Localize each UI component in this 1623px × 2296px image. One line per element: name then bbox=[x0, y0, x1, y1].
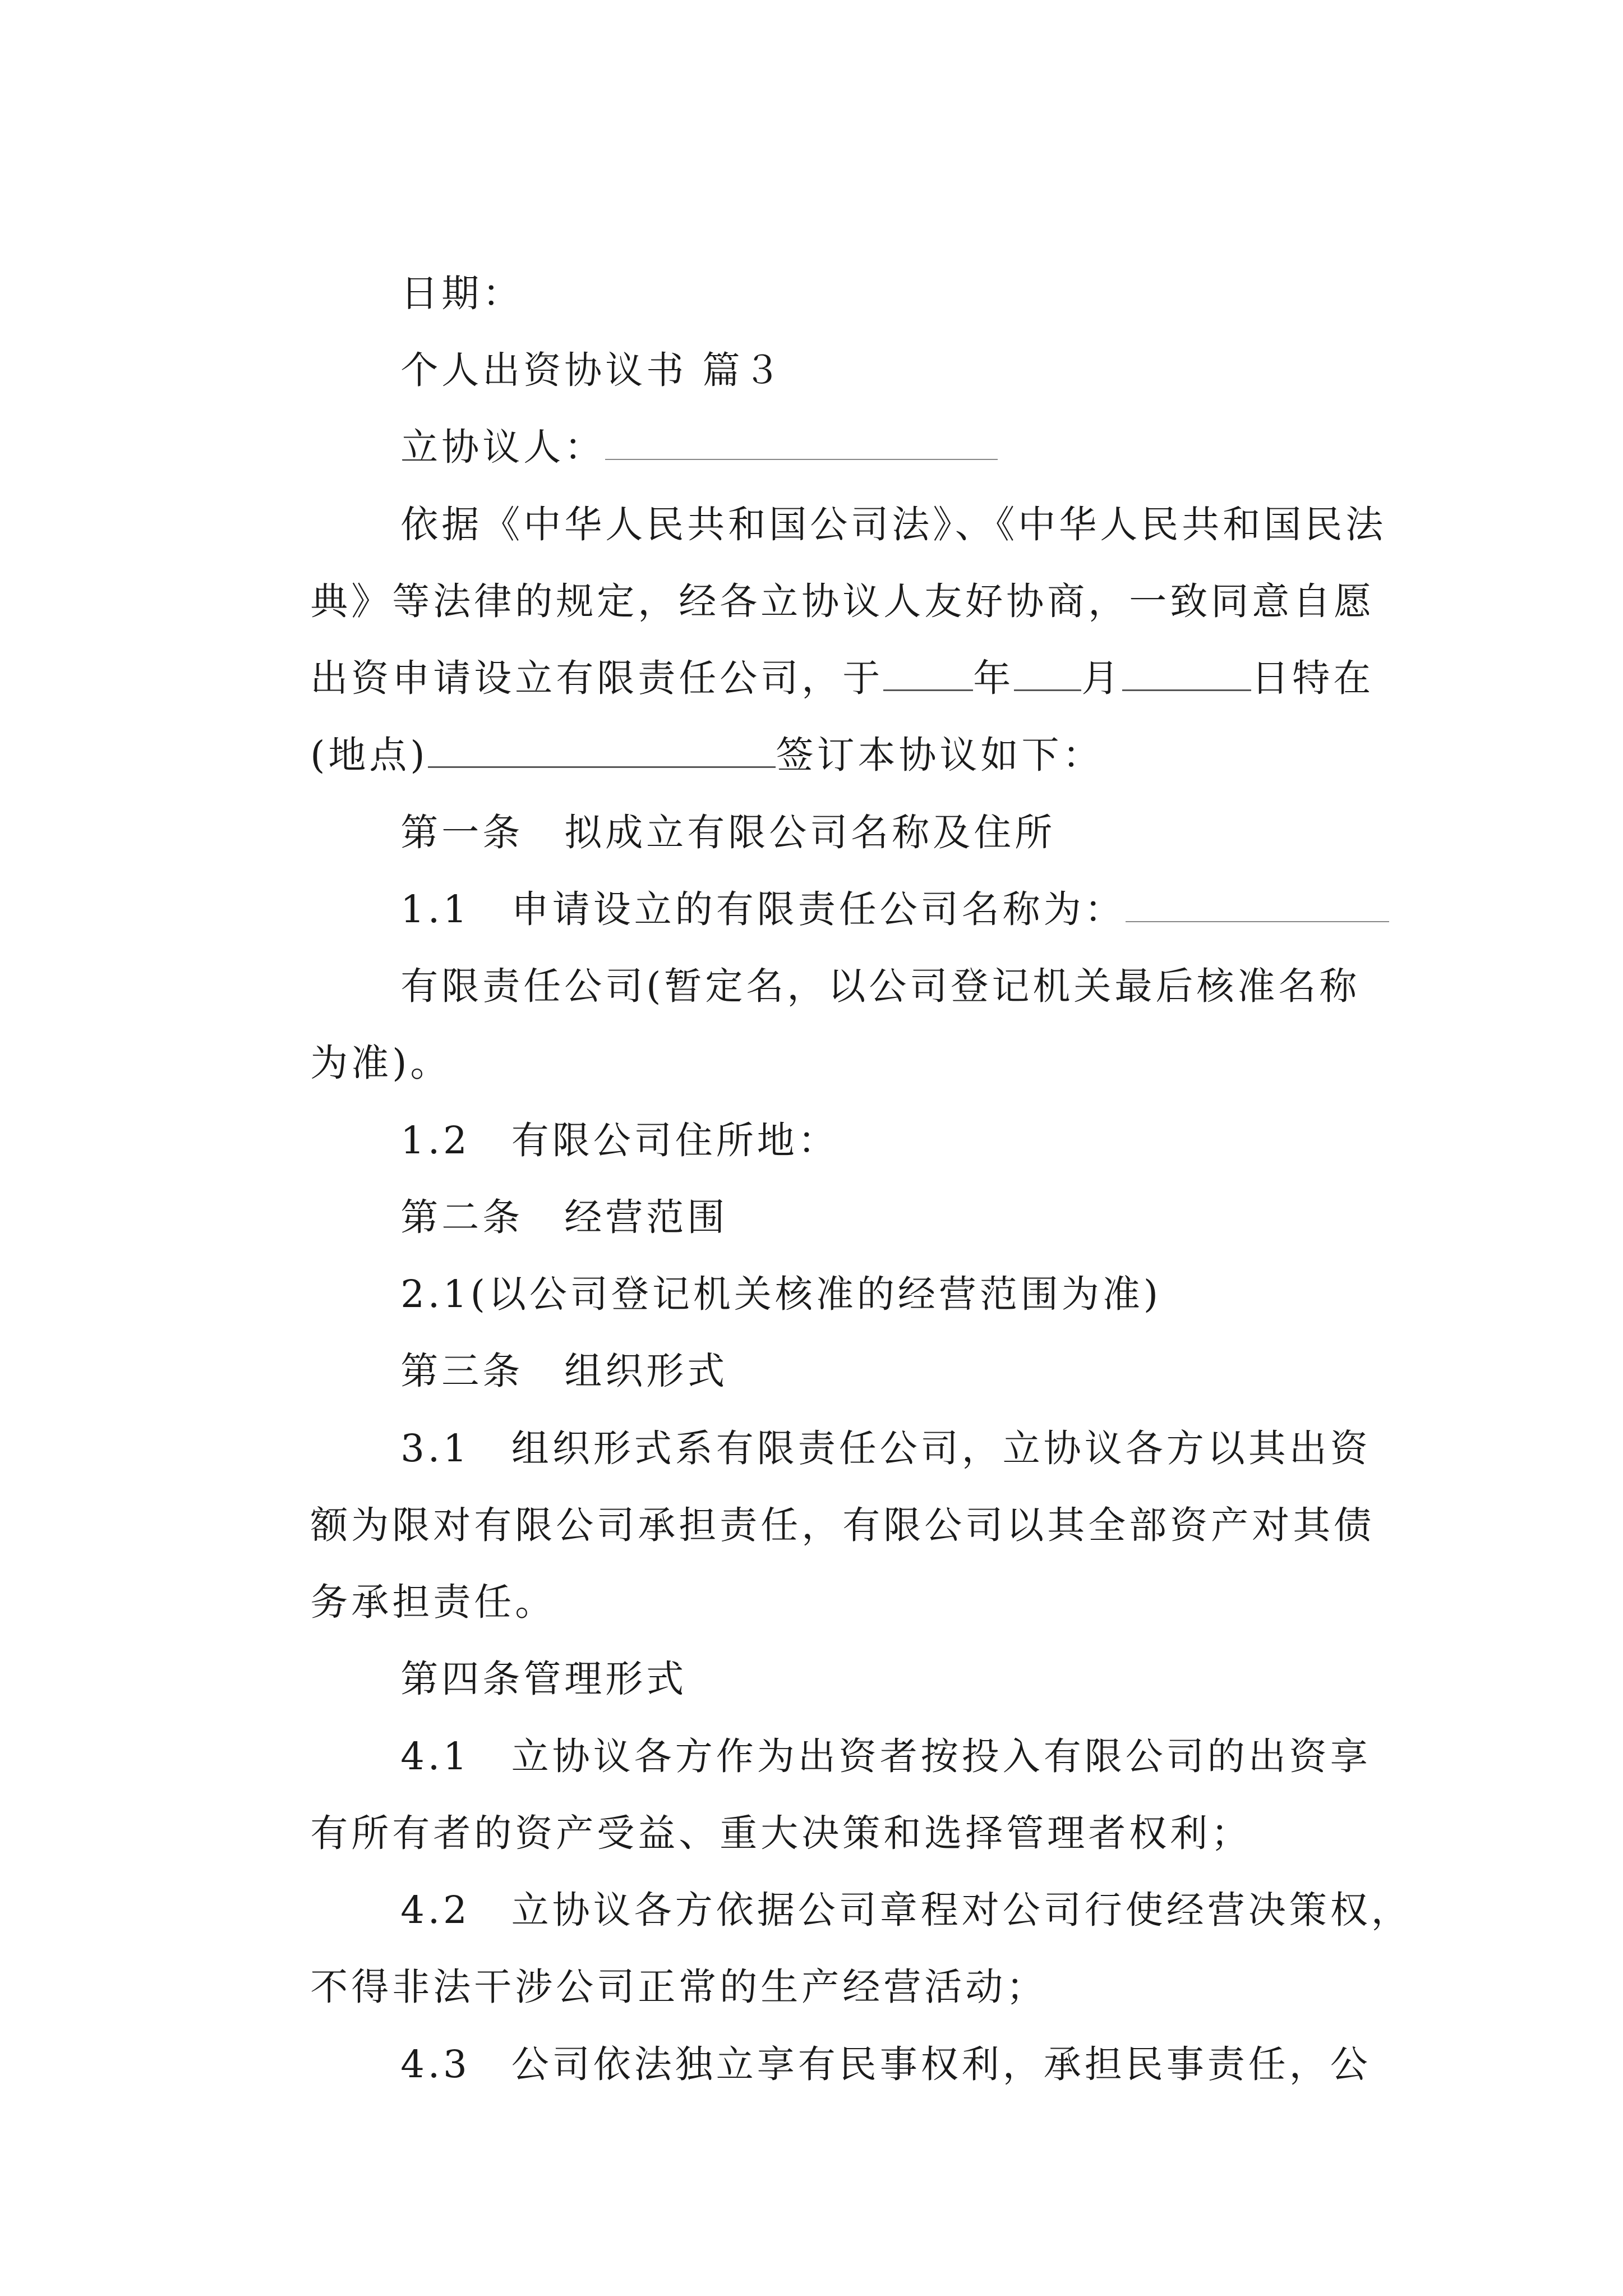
intro-line-2 bbox=[249, 526, 1387, 623]
intro-line-1 bbox=[339, 449, 1478, 546]
article-4-2-line-2 bbox=[249, 1911, 1387, 2009]
article-4-1-line-2 bbox=[249, 1757, 1387, 1855]
article-4-2-text-2: 不得非法干涉公司正常的生产经营活动； bbox=[310, 1965, 1048, 2009]
article-4-1-text-2: 有所有者的资产受益、重大决策和选择管理者权利； bbox=[310, 1811, 1252, 1855]
article-2-1 bbox=[339, 1218, 1478, 1316]
intro-text-1: 依据《中华人民共和国公司法》、《中华人民共和国民法 bbox=[400, 503, 1387, 546]
article-1-1 bbox=[339, 834, 1478, 931]
date-label-text: 日期： bbox=[400, 272, 524, 315]
party-label-text: 立协议人： bbox=[400, 425, 606, 469]
intro-line-3 bbox=[249, 602, 1387, 700]
article-3-title bbox=[339, 1295, 1478, 1393]
article-3-title-text: 第三条 组织形式 bbox=[400, 1349, 728, 1393]
party-line bbox=[339, 371, 1478, 469]
article-1-1-cont-text-1: 有限责任公司(暂定名，以公司登记机关最后核准名称 bbox=[400, 964, 1361, 1008]
intro-text-2: 典》等法律的规定，经各立协议人友好协商，一致同意自愿 bbox=[310, 579, 1375, 623]
document-title bbox=[339, 295, 1478, 392]
article-4-title-text: 第四条管理形式 bbox=[400, 1657, 688, 1701]
article-3-1-text-3: 务承担责任。 bbox=[310, 1580, 556, 1624]
document-title-text: 个人出资协议书 篇３ bbox=[400, 348, 785, 392]
article-1-2-text: 1.2 有限公司住所地： bbox=[400, 1119, 839, 1162]
article-3-1-line-1 bbox=[339, 1373, 1478, 1470]
article-2-title bbox=[339, 1142, 1478, 1239]
article-2-title-text: 第二条 经营范围 bbox=[400, 1195, 728, 1239]
date-label bbox=[339, 218, 1478, 315]
article-1-1-text: 1.1 申请设立的有限责任公司名称为： bbox=[400, 887, 1126, 931]
article-1-title bbox=[339, 757, 1478, 854]
article-4-1-text-1: 4.1 立协议各方作为出资者按投入有限公司的出资享 bbox=[400, 1734, 1371, 1778]
year-label: 年 bbox=[973, 656, 1015, 700]
article-1-title-text: 第一条 拟成立有限公司名称及住所 bbox=[400, 811, 1056, 854]
intro-text-4b: 签订本协议如下： bbox=[776, 733, 1104, 777]
intro-text-3a: 出资申请设立有限责任公司，于 bbox=[310, 656, 884, 700]
day-label: 日特在 bbox=[1251, 656, 1375, 700]
article-4-title bbox=[339, 1603, 1478, 1701]
article-3-1-text-1: 3.1 组织形式系有限责任公司，立协议各方以其出资 bbox=[400, 1427, 1371, 1470]
article-4-3-text-1: 4.3 公司依法独立享有民事权利，承担民事责任，公 bbox=[400, 2042, 1371, 2086]
article-4-2-line-1 bbox=[339, 1834, 1478, 1932]
article-1-1-cont-2 bbox=[249, 987, 1387, 1085]
intro-line-4 bbox=[249, 679, 1387, 777]
article-1-1-cont-1 bbox=[339, 910, 1478, 1008]
article-4-2-text-1: 4.2 立协议各方依据公司章程对公司行使经营决策权， bbox=[400, 1888, 1412, 1932]
article-2-1-text: 2.1(以公司登记机关核准的经营范围为准) bbox=[400, 1272, 1162, 1316]
article-3-1-line-2 bbox=[249, 1450, 1387, 1547]
article-4-1-line-1 bbox=[339, 1681, 1478, 1778]
location-label: (地点) bbox=[310, 733, 428, 777]
article-1-2 bbox=[339, 1065, 1478, 1162]
article-3-1-line-3 bbox=[249, 1526, 1387, 1624]
article-3-1-text-2: 额为限对有限公司承担责任，有限公司以其全部资产对其债 bbox=[310, 1503, 1375, 1547]
article-4-3-line-1 bbox=[339, 1989, 1478, 2086]
article-1-1-cont-text-2: 为准)。 bbox=[310, 1041, 451, 1085]
month-label: 月 bbox=[1081, 656, 1123, 700]
